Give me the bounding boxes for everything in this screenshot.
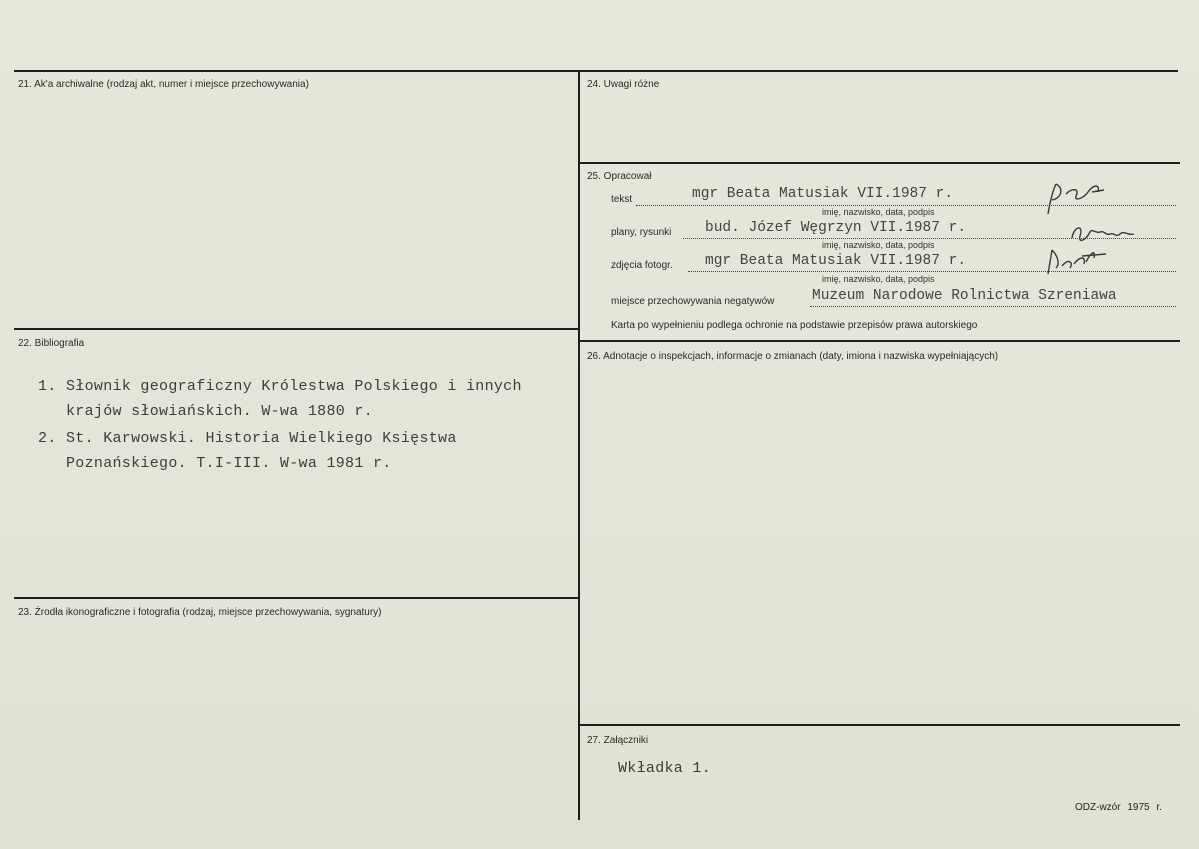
rule-22-23 — [14, 597, 579, 599]
rule-21-22 — [14, 328, 579, 330]
section-23-label: 23. Źrodła ikonograficzne i fotografia (rodzaj, miejsce przechowywania, sygnatury) — [18, 607, 382, 618]
signature-tekst — [1040, 180, 1110, 218]
top-rule — [14, 70, 1178, 72]
form-code-year: 1975 — [1127, 802, 1150, 813]
bib-item-1-num: 1. — [38, 378, 57, 395]
form-code-suffix: r. — [1156, 802, 1162, 813]
form-code-name: ODZ-wzór — [1075, 802, 1121, 813]
row-tekst-value: mgr Beata Matusiak VII.1987 r. — [692, 186, 954, 202]
section-24-label: 24. Uwagi różne — [587, 79, 660, 90]
row-zdjecia-field: zdjęcia fotogr. — [611, 260, 673, 271]
signature-zdjecia — [1038, 244, 1110, 278]
form-code — [1075, 802, 1162, 813]
row-zdjecia-value: mgr Beata Matusiak VII.1987 r. — [705, 253, 967, 269]
section-27-label: 27. Załączniki — [587, 735, 649, 746]
negatives-dots — [810, 306, 1176, 307]
negatives-label: miejsce przechowywania negatywów — [611, 296, 775, 307]
row-tekst-field: tekst — [611, 194, 633, 205]
rule-25-26 — [580, 340, 1180, 342]
row-plany-value: bud. Józef Węgrzyn VII.1987 r. — [705, 220, 967, 236]
section-21-label: 21. Ak'a archiwalne (rodzaj akt, numer i miejsce przechowywania) — [18, 79, 309, 90]
bib-item-1-line1: Słownik geograficzny Królestwa Polskiego i innych — [66, 378, 522, 395]
attachment-value: Wkładka 1. — [618, 760, 712, 777]
row-tekst-caption: imię, nazwisko, data, podpis — [822, 207, 935, 217]
row-zdjecia-caption: imię, nazwisko, data, podpis — [822, 274, 935, 284]
copyright-note: Karta po wypełnieniu podlega ochronie na podstawie przepisów prawa autorskiego — [611, 320, 978, 331]
rule-26-27 — [580, 724, 1180, 726]
bib-item-2-line2: Poznańskiego. T.I-III. W-wa 1981 r. — [66, 455, 392, 472]
section-26-label: 26. Adnotacje o inspekcjach, informacje o zmianach (daty, imiona i nazwiska wypełniających) — [587, 351, 999, 362]
row-plany-field: plany, rysunki — [611, 227, 672, 238]
negatives-value: Muzeum Narodowe Rolnictwa Szreniawa — [812, 288, 1117, 304]
bib-item-1-line2: krajów słowiańskich. W-wa 1880 r. — [66, 403, 373, 420]
bib-item-2-num: 2. — [38, 430, 57, 447]
section-22-label: 22. Bibliografia — [18, 338, 85, 349]
section-25-label: 25. Opracował — [587, 171, 652, 182]
rule-24-25 — [580, 162, 1180, 164]
bib-item-2-line1: St. Karwowski. Historia Wielkiego Księstwa — [66, 430, 457, 447]
row-plany-caption: imię, nazwisko, data, podpis — [822, 240, 935, 250]
center-divider — [578, 70, 580, 820]
